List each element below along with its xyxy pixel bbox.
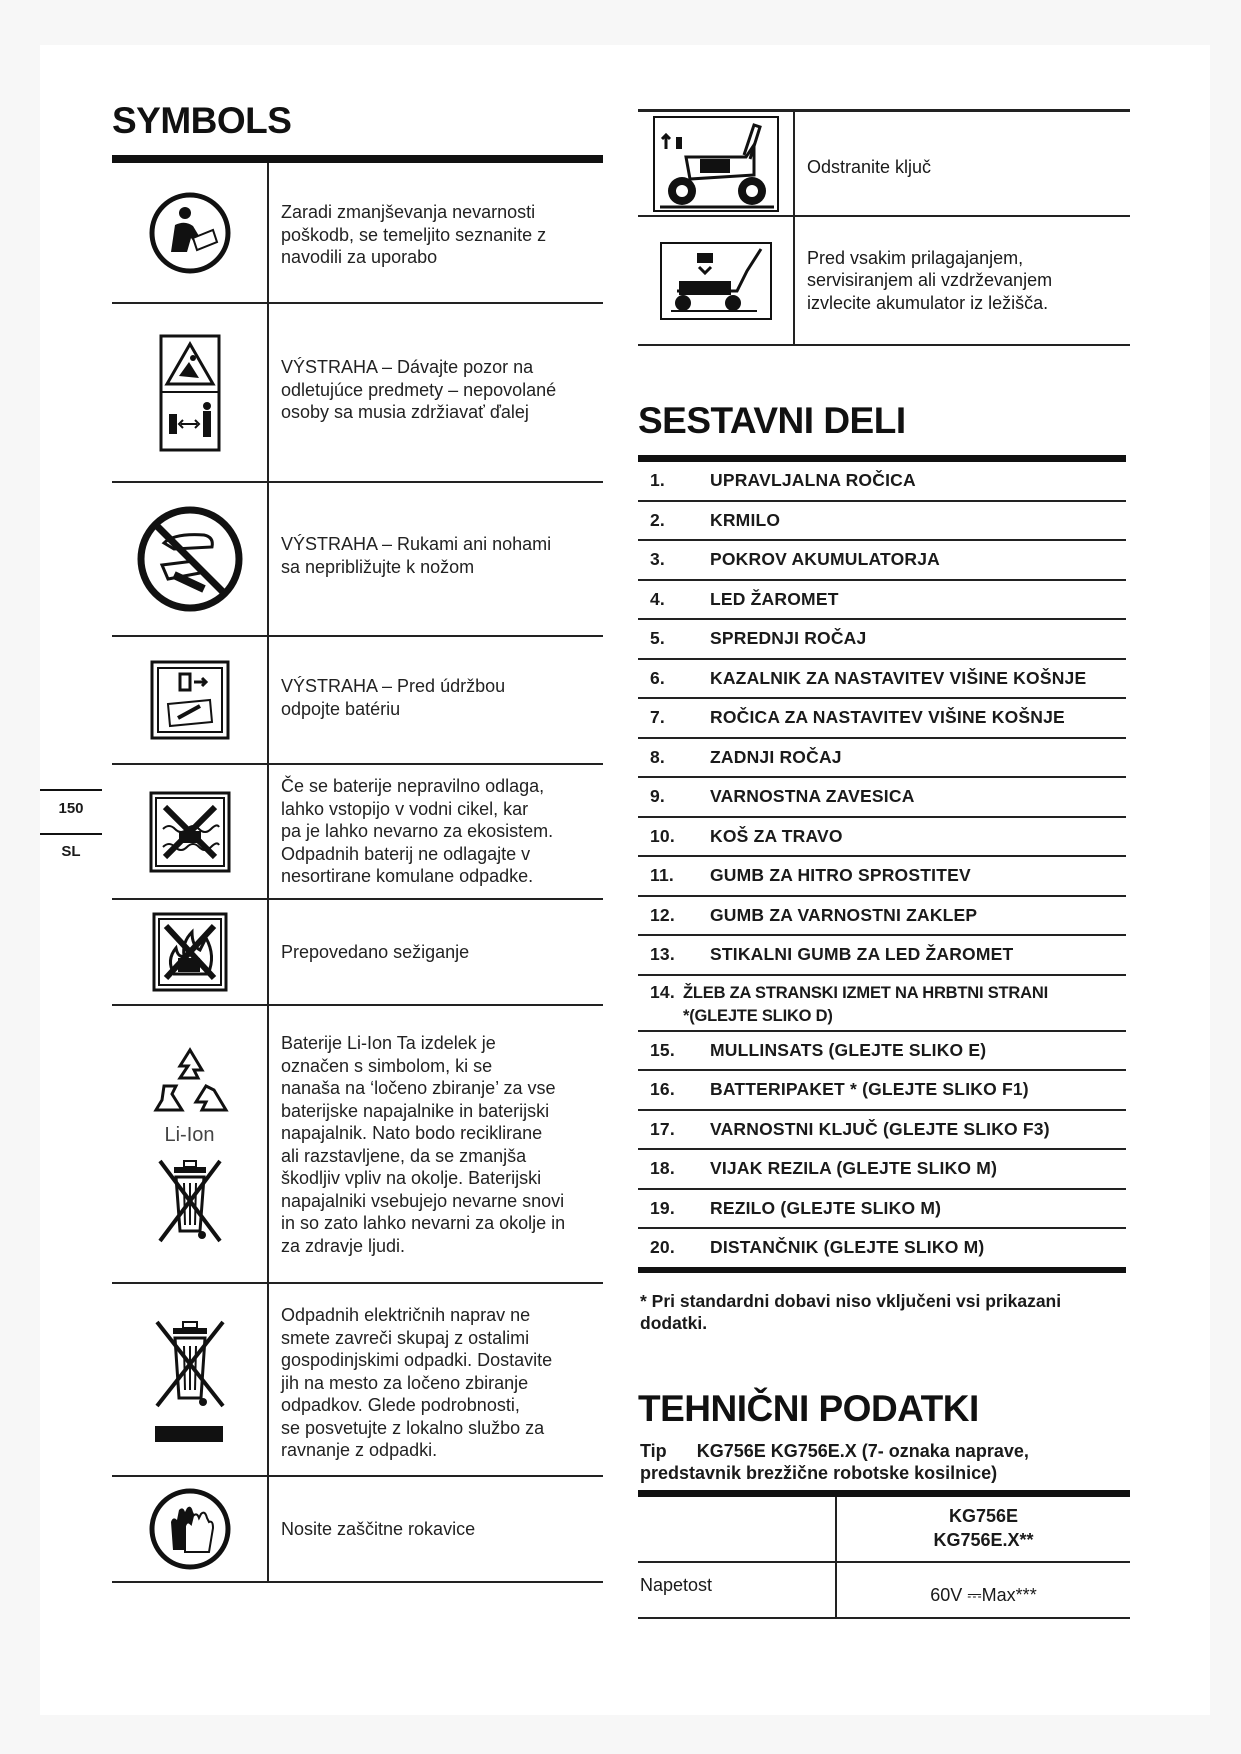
remove-battery-mower-icon xyxy=(638,217,795,344)
language-code: SL xyxy=(61,843,81,860)
tech-title: TEHNIČNI PODATKI xyxy=(638,1388,979,1429)
parts-label: DISTANČNIK (GLEJTE SLIKO M) xyxy=(710,1237,985,1258)
tech-type-text: KG756E KG756E.X (7- oznaka naprave, predstavnik brezžične robotske kosilnice) xyxy=(640,1441,1029,1483)
remove-key-icon xyxy=(638,112,795,215)
parts-label: MULLINSATS (GLEJTE SLIKO E) xyxy=(710,1039,987,1060)
read-manual-icon xyxy=(112,163,269,302)
parts-label: ZADNJI ROČAJ xyxy=(710,746,842,767)
parts-number: 9. xyxy=(650,786,665,807)
parts-row xyxy=(638,1032,1126,1072)
symbol-text: Odstranite ključ xyxy=(807,157,932,177)
parts-row xyxy=(638,620,1126,660)
no-water-disposal-icon xyxy=(112,765,269,898)
parts-label: KRMILO xyxy=(710,509,781,530)
tech-type-label: Tip xyxy=(640,1441,667,1461)
table-top-rule xyxy=(638,1490,1130,1497)
crossed-bin-icon xyxy=(154,1153,226,1245)
symbol-row xyxy=(112,483,603,637)
gloves-icon xyxy=(112,1477,269,1581)
symbol-row xyxy=(112,1477,603,1583)
parts-number: 14. xyxy=(650,981,675,1002)
symbol-text: Odpadnih električnih naprav ne smete zavreči skupaj z ostalimi gospodinjskimi odpadki. Dostavite jih na mesto za ločeno zbiranje odpadkov. Glede podrobnosti, se posvetujte z lokalno službo za ravnanje z odpadki. xyxy=(281,1305,553,1460)
parts-row xyxy=(638,541,1126,581)
table-top-rule xyxy=(638,455,1126,462)
symbol-row xyxy=(112,304,603,483)
symbol-text: Prepovedano sežiganje xyxy=(281,941,470,962)
parts-row xyxy=(638,857,1126,897)
symbol-text: VÝSTRAHA – Rukami ani nohami sa nepribližujte k nožom xyxy=(281,534,552,577)
parts-label: VARNOSTNA ZAVESICA xyxy=(710,786,915,807)
parts-number: 12. xyxy=(650,904,675,925)
page-marker-rule xyxy=(40,833,102,835)
page-number: 150 xyxy=(58,800,84,817)
symbol-row xyxy=(638,217,1130,346)
parts-row xyxy=(638,1111,1126,1151)
parts-row xyxy=(638,897,1126,937)
parts-row xyxy=(638,502,1126,542)
parts-label: KAZALNIK ZA NASTAVITEV VIŠINE KOŠNJE xyxy=(710,667,1087,688)
parts-number: 7. xyxy=(650,707,665,728)
parts-label: REZILO (GLEJTE SLIKO M) xyxy=(710,1197,942,1218)
symbol-text: Baterije Li-Ion Ta izdelek je označen s simbolom, ki se nanaša na ‘ločeno zbiranje’ za vse baterijske napajalnike in baterijski napajalnik. Nato bodo reciklirane ali razstavljene, da se zmanjša škodljiv vpliv na okolje. Baterijski napajalniki vsebujejo nevarne snovi in so zato lahko nevarni za okolje in za zdravje ljudi. xyxy=(281,1033,566,1256)
parts-number: 4. xyxy=(650,588,665,609)
symbol-text: Nosite zaščitne rokavice xyxy=(281,1518,476,1539)
parts-row xyxy=(638,778,1126,818)
symbols-title: SYMBOLS xyxy=(112,100,292,141)
spec-header-empty xyxy=(638,1497,837,1561)
parts-number: 6. xyxy=(650,667,665,688)
parts-label: KOŠ ZA TRAVO xyxy=(710,825,843,846)
right-symbols-table xyxy=(638,109,1130,346)
symbol-row xyxy=(112,163,603,304)
parts-row xyxy=(638,660,1126,700)
spec-header-row xyxy=(638,1497,1130,1563)
parts-label: VARNOSTNI KLJUČ (GLEJTE SLIKO F3) xyxy=(710,1118,1050,1139)
parts-row xyxy=(638,1071,1126,1111)
parts-label: GUMB ZA VARNOSTNI ZAKLEP xyxy=(710,904,978,925)
parts-number: 17. xyxy=(650,1118,675,1139)
parts-title: SESTAVNI DELI xyxy=(638,400,906,441)
symbol-row xyxy=(112,1284,603,1477)
page-marker-rule xyxy=(40,789,102,791)
parts-row xyxy=(638,818,1126,858)
parts-label: ROČICA ZA NASTAVITEV VIŠINE KOŠNJE xyxy=(710,707,1065,728)
parts-row xyxy=(638,1190,1126,1230)
li-ion-recycle-icon xyxy=(112,1006,269,1282)
parts-number: 3. xyxy=(650,549,665,570)
li-ion-label: Li-Ion xyxy=(164,1123,215,1146)
tech-type-line xyxy=(640,1440,1130,1484)
parts-list xyxy=(638,455,1126,1273)
parts-row xyxy=(638,462,1126,502)
parts-number: 16. xyxy=(650,1079,675,1100)
parts-number: 10. xyxy=(650,825,675,846)
spec-label: Napetost xyxy=(638,1563,837,1617)
parts-number: 19. xyxy=(650,1197,675,1218)
keep-hands-away-blades-icon xyxy=(112,483,269,635)
parts-label: STIKALNI GUMB ZA LED ŽAROMET xyxy=(710,944,1014,965)
parts-number: 8. xyxy=(650,746,665,767)
spec-value: 60V ⎓Max*** xyxy=(930,1585,1037,1605)
parts-label: UPRAVLJALNA ROČICA xyxy=(710,470,916,491)
symbol-row xyxy=(638,112,1130,217)
parts-number: 1. xyxy=(650,470,665,491)
parts-number: 20. xyxy=(650,1237,675,1258)
parts-row xyxy=(638,976,1126,1032)
symbol-text: VÝSTRAHA – Dávajte pozor na odletujúce predmety – nepovolané osoby sa musia zdržiavať ďalej xyxy=(281,357,557,422)
parts-number: 11. xyxy=(650,865,674,886)
parts-label: ŽLEB ZA STRANSKI IZMET NA HRBTNI STRANI *(GLEJTE SLIKO D) xyxy=(683,983,1048,1025)
table-top-rule xyxy=(112,155,603,163)
parts-number: 15. xyxy=(650,1039,675,1060)
symbol-text: Pred vsakim prilagajanjem, servisiranjem ali vzdrževanjem izvlecite akumulator iz ležišča. xyxy=(807,247,1053,313)
parts-label: BATTERIPAKET * (GLEJTE SLIKO F1) xyxy=(710,1079,1029,1100)
disconnect-battery-icon xyxy=(112,637,269,763)
parts-row xyxy=(638,1229,1126,1269)
parts-row xyxy=(638,739,1126,779)
symbol-text: VÝSTRAHA – Pred údržbou odpojte batériu xyxy=(281,676,506,719)
parts-number: 5. xyxy=(650,628,665,649)
symbol-row xyxy=(112,1006,603,1284)
parts-row xyxy=(638,699,1126,739)
symbol-text: Zaradi zmanjševanja nevarnosti poškodb, se temeljito seznanite z navodili za uporabo xyxy=(281,202,547,267)
spec-row xyxy=(638,1563,1130,1619)
parts-number: 18. xyxy=(650,1158,675,1179)
symbols-table xyxy=(112,155,603,1583)
parts-label: GUMB ZA HITRO SPROSTITEV xyxy=(710,865,971,886)
parts-row xyxy=(638,936,1126,976)
parts-label: VIJAK REZILA (GLEJTE SLIKO M) xyxy=(710,1158,998,1179)
parts-row xyxy=(638,581,1126,621)
parts-note: * Pri standardni dobavi niso vključeni vsi prikazani dodatki. xyxy=(640,1291,1062,1333)
spec-table xyxy=(638,1490,1130,1619)
parts-label: POKROV AKUMULATORJA xyxy=(710,549,941,570)
parts-row xyxy=(638,1150,1126,1190)
flying-objects-warning-icon xyxy=(112,304,269,481)
symbol-row xyxy=(112,900,603,1006)
parts-label: SPREDNJI ROČAJ xyxy=(710,628,867,649)
parts-number: 2. xyxy=(650,509,665,530)
symbol-text: Če se baterije nepravilno odlaga, lahko vstopijo v vodni cikel, kar pa je lahko nevarno za ekosistem. Odpadnih baterij ne odlagajte v nesortirane komulane odpadke. xyxy=(281,776,554,886)
parts-label: LED ŽAROMET xyxy=(710,588,839,609)
symbol-row xyxy=(112,765,603,900)
symbol-row xyxy=(112,637,603,765)
spec-models: KG756E KG756E.X** xyxy=(933,1506,1034,1550)
parts-number: 13. xyxy=(650,944,675,965)
no-burning-icon xyxy=(112,900,269,1004)
table-bottom-rule xyxy=(638,1267,1126,1273)
weee-bin-icon xyxy=(112,1284,269,1475)
